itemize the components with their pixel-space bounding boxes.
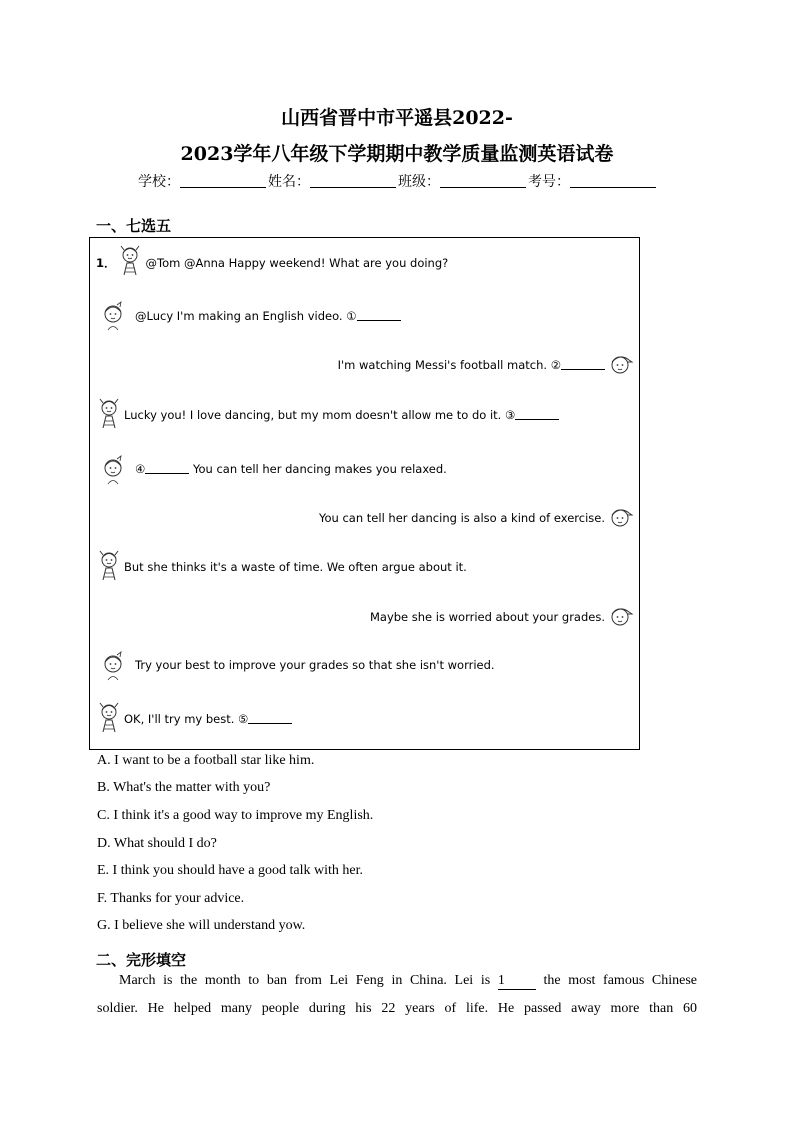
dialogue-text: Lucky you! I love dancing, but my mom doesn't allow me to do it. ③ bbox=[124, 408, 516, 422]
answer-blank-5[interactable] bbox=[248, 712, 292, 724]
dialogue-line-10 bbox=[124, 712, 292, 726]
boy-avatar-icon bbox=[607, 502, 633, 534]
dialogue-line-6 bbox=[319, 511, 605, 525]
section-heading-2: 二、完形填空 bbox=[96, 951, 187, 969]
class-label: 班级： bbox=[398, 174, 440, 190]
dialogue-text: You can tell her dancing makes you relaxed. bbox=[189, 462, 447, 476]
dialogue-text: OK, I'll try my best. ⑤ bbox=[124, 712, 249, 726]
answer-blank-2[interactable] bbox=[561, 358, 605, 370]
page-title-line2: 2023学年八年级下学期期中教学质量监测英语试卷 bbox=[180, 143, 614, 165]
girl-avatar-icon bbox=[100, 299, 126, 331]
option-a: A. I want to be a football star like him. bbox=[97, 753, 315, 768]
boy-avatar-icon bbox=[607, 349, 633, 381]
cloze-paragraph-line-2: soldier. He helped many people during his 22 years of life. He passed away more than 60 bbox=[97, 1001, 697, 1016]
dialogue-line-9 bbox=[135, 658, 495, 672]
dialogue-line-3 bbox=[338, 358, 605, 372]
student-info-line bbox=[0, 171, 794, 191]
option-b: B. What's the matter with you? bbox=[97, 780, 271, 795]
dialogue-text: Maybe she is worried about your grades. bbox=[369, 610, 605, 624]
exam-number-blank[interactable] bbox=[570, 173, 656, 188]
option-g: G. I believe she will understand yow. bbox=[97, 918, 306, 933]
name-blank[interactable] bbox=[310, 173, 396, 188]
dialogue-line-1 bbox=[96, 255, 448, 271]
page-title-line1: 山西省晋中市平遥县2022- bbox=[281, 107, 513, 129]
name-label: 姓名： bbox=[268, 174, 310, 190]
answer-blank-3[interactable] bbox=[515, 408, 559, 420]
exam-number-label: 考号： bbox=[528, 174, 570, 190]
section-heading-1: 一、七选五 bbox=[96, 217, 172, 235]
school-label: 学校： bbox=[138, 174, 180, 190]
girl-avatar-icon bbox=[96, 701, 122, 733]
option-d: D. What should I do? bbox=[97, 836, 217, 851]
dialogue-text: I'm watching Messi's football match. ② bbox=[337, 358, 561, 372]
answer-blank-1[interactable] bbox=[357, 309, 401, 321]
school-blank[interactable] bbox=[180, 173, 266, 188]
cloze-text: March is the month to ban from Lei Feng in China. Lei is bbox=[119, 973, 491, 988]
dialogue-line-7 bbox=[124, 560, 467, 574]
dialogue-line-8 bbox=[370, 610, 605, 624]
dialogue-text: Try your best to improve your grades so that she isn't worried. bbox=[135, 658, 495, 672]
girl-avatar-icon bbox=[100, 649, 126, 681]
cloze-text: the most famous Chinese bbox=[543, 973, 698, 988]
girl-avatar-icon bbox=[100, 453, 126, 485]
dialogue-line-2 bbox=[135, 309, 401, 323]
dialogue-line-4 bbox=[124, 408, 559, 422]
cloze-paragraph-line-1 bbox=[119, 973, 697, 990]
dialogue-text: @Lucy I'm making an English video. ① bbox=[135, 309, 357, 323]
blank-marker-4: ④ bbox=[135, 462, 146, 476]
answer-blank-4[interactable] bbox=[145, 462, 189, 474]
dialogue-text: You can tell her dancing is also a kind of exercise. bbox=[319, 511, 605, 525]
dialogue-text: But she thinks it's a waste of time. We often argue about it. bbox=[124, 560, 467, 574]
dialogue-text: @Tom @Anna Happy weekend! What are you doing? bbox=[145, 256, 449, 270]
boy-avatar-icon bbox=[607, 601, 633, 633]
dialogue-line-5 bbox=[135, 462, 447, 476]
question-number: 1． bbox=[96, 256, 116, 270]
option-f: F. Thanks for your advice. bbox=[97, 891, 245, 906]
girl-avatar-icon bbox=[96, 549, 122, 581]
option-c: C. I think it's a good way to improve my English. bbox=[97, 808, 374, 823]
option-e: E. I think you should have a good talk with her. bbox=[97, 863, 363, 878]
class-blank[interactable] bbox=[440, 173, 526, 188]
cloze-blank-1[interactable]: 1 bbox=[498, 973, 536, 990]
girl-avatar-icon bbox=[96, 397, 122, 429]
